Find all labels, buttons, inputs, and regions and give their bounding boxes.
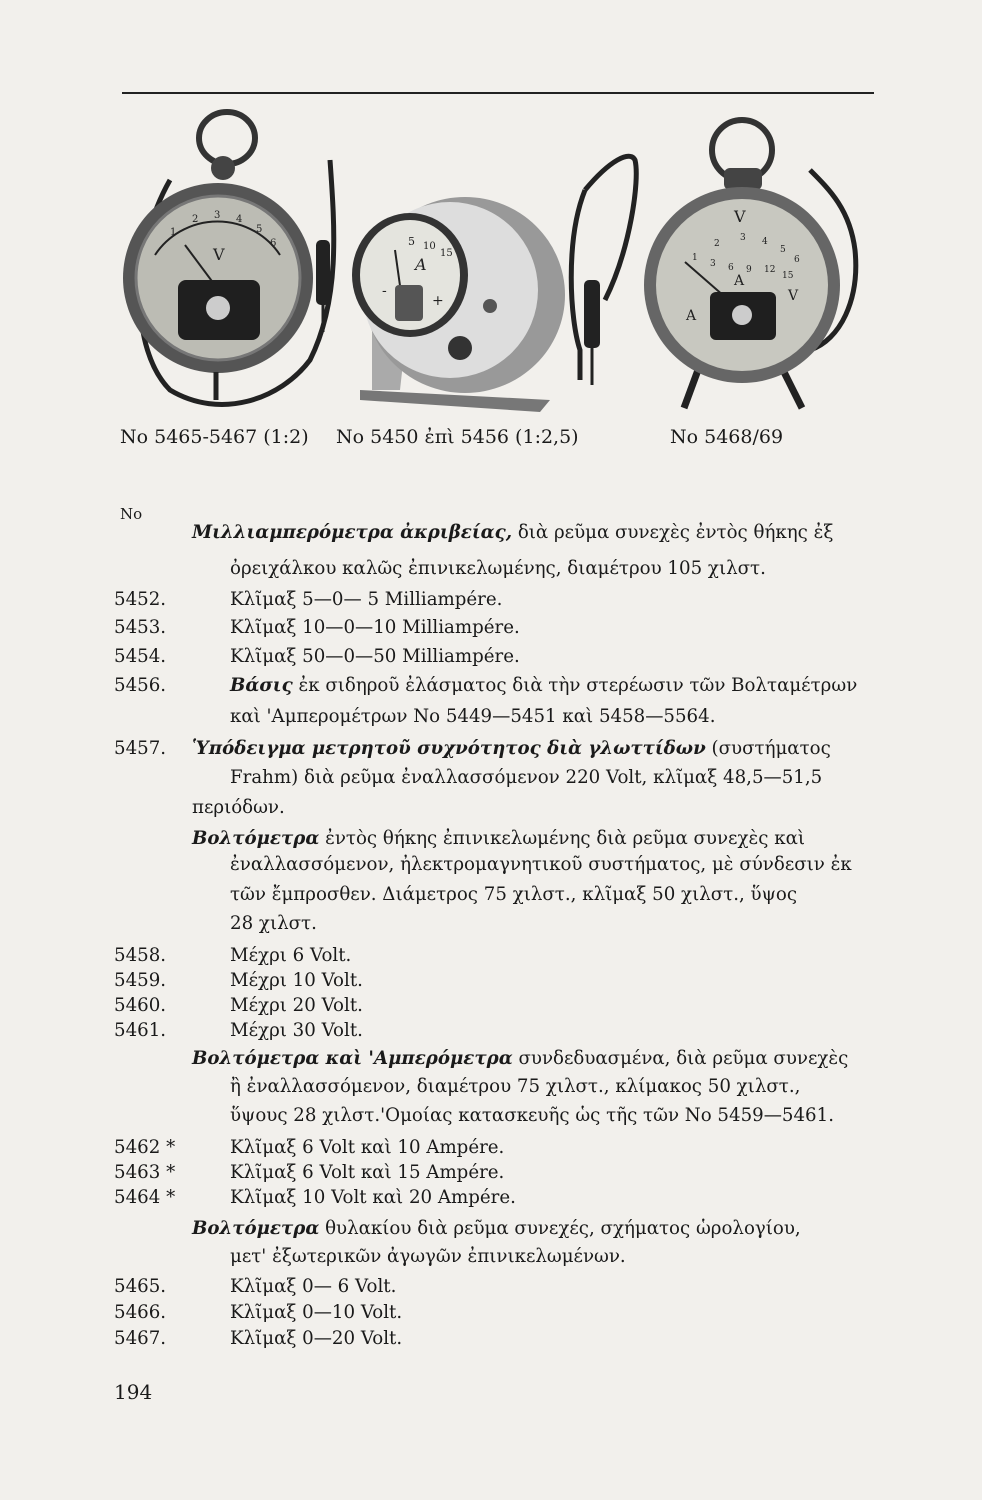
- pocket-ammeter-voltmeter-icon: [571, 120, 856, 408]
- right-lower-scale-12: 12: [764, 265, 776, 275]
- item-number: 5459.: [114, 970, 167, 991]
- right-dial-letter-v-right: V: [788, 288, 799, 304]
- right-upper-scale-5: 5: [780, 245, 786, 255]
- freq-number: 5457.: [114, 738, 167, 759]
- freq-text1: (συστήματος: [705, 738, 831, 759]
- volt-text3: τῶν ἔμπροσθεν. Διάμετρος 75 χιλστ., κλῖμαξ 50 χιλστ., ὕψος: [230, 884, 798, 905]
- item-text: Μέχρι 20 Volt.: [230, 995, 363, 1016]
- item-number: 5453.: [114, 617, 167, 638]
- item-number: 5463 *: [114, 1162, 176, 1183]
- caption-right: No 5468/69: [670, 426, 784, 448]
- right-upper-scale-3: 3: [740, 233, 746, 243]
- item-number: 5467.: [114, 1328, 167, 1349]
- pocket-text2: μετ' ἐξωτερικῶν ἀγωγῶν ἐπινικελωμένων.: [230, 1246, 626, 1267]
- volt-text4: 28 χιλστ.: [230, 913, 317, 934]
- va-heading: Βολτόμετρα καὶ 'Αμπερόμετρα: [192, 1048, 513, 1069]
- milliamp-text2: ὀρειχάλκου καλῶς ἐπινικελωμένης, διαμέτρου 105 χιλστ.: [230, 558, 766, 579]
- right-lower-scale-6: 6: [728, 263, 734, 273]
- figure-captions: [0, 426, 982, 456]
- pocket-voltmeter-icon: [123, 112, 334, 404]
- volt-text1: ἐντὸς θήκης ἐπινικελωμένης διὰ ρεῦμα συνεχὲς καὶ: [319, 828, 806, 849]
- right-lower-scale-3: 3: [710, 259, 716, 269]
- base-heading: Βάσις: [230, 675, 293, 696]
- item-text: Κλῖμαξ 0—10 Volt.: [230, 1302, 403, 1323]
- middle-scale-mark-15: 15: [440, 248, 453, 259]
- va-text3: ὕψους 28 χιλστ.'Ομοίας κατασκευῆς ὡς τῆς τῶν No 5459—5461.: [230, 1105, 834, 1126]
- right-upper-scale-2: 2: [714, 239, 720, 249]
- item-text: Μέχρι 6 Volt.: [230, 945, 352, 966]
- left-scale-mark-2: 2: [192, 214, 199, 225]
- right-lower-scale-15: 15: [782, 271, 794, 281]
- left-scale-mark-3: 3: [214, 210, 221, 221]
- item-number: 5462 *: [114, 1137, 176, 1158]
- middle-scale-mark-10: 10: [423, 241, 436, 252]
- freq-heading: Ὑπόδειγμα μετρητοῦ συχνότητος διὰ γλωττίδων: [192, 738, 706, 759]
- right-upper-scale-6: 6: [794, 255, 800, 265]
- middle-polarity-minus: -: [382, 283, 387, 299]
- item-number: 5460.: [114, 995, 167, 1016]
- item-number: 5465.: [114, 1276, 167, 1297]
- right-upper-scale-1: 1: [692, 253, 698, 263]
- left-dial-letter: V: [213, 245, 225, 264]
- right-upper-scale-4: 4: [762, 237, 768, 247]
- left-scale-mark-1: 1: [170, 227, 177, 238]
- freq-text2: Frahm) διὰ ρεῦμα ἐναλλασσόμενον 220 Volt, κλῖμαξ 48,5—51,5: [230, 767, 823, 788]
- left-scale-mark-4: 4: [236, 214, 243, 225]
- base-number: 5456.: [114, 675, 167, 696]
- item-number: 5464 *: [114, 1187, 176, 1208]
- item-text: Κλῖμαξ 0— 6 Volt.: [230, 1276, 397, 1297]
- item-number: 5452.: [114, 589, 167, 610]
- right-dial-letter-a-left: A: [686, 308, 697, 324]
- va-text2: ἢ ἐναλλασσόμενον, διαμέτρου 75 χιλστ., κλίμακος 50 χιλστ.,: [230, 1076, 801, 1097]
- middle-scale-mark-5: 5: [408, 235, 415, 248]
- milliamp-text1: διὰ ρεῦμα συνεχὲς ἐντὸς θήκης ἐξ: [512, 522, 834, 543]
- left-scale-mark-6: 6: [270, 238, 277, 249]
- item-number: 5454.: [114, 646, 167, 667]
- item-number: 5461.: [114, 1020, 167, 1041]
- freq-text3: περιόδων.: [192, 797, 285, 818]
- page-number: 194: [114, 1380, 153, 1404]
- item-text: Κλῖμαξ 6 Volt καὶ 10 Ampére.: [230, 1137, 505, 1158]
- middle-dial-letter: A: [415, 255, 427, 274]
- item-number: 5466.: [114, 1302, 167, 1323]
- volt-text2: ἐναλλασσόμενον, ἠλεκτρομαγνητικοῦ συστήματος, μὲ σύνδεσιν ἐκ: [230, 854, 852, 875]
- top-rule: [122, 92, 874, 94]
- volt-heading: Βολτόμετρα: [192, 828, 320, 849]
- meter-illustrations: [110, 100, 880, 430]
- left-scale-mark-5: 5: [256, 224, 263, 235]
- item-text: Μέχρι 30 Volt.: [230, 1020, 363, 1041]
- column-header: No: [120, 505, 143, 523]
- middle-polarity-plus: +: [432, 293, 444, 309]
- stand-ammeter-icon: [352, 197, 565, 412]
- base-text1: ἐκ σιδηροῦ ἐλάσματος διὰ τὴν στερέωσιν τῶν Βολταμέτρων: [292, 675, 858, 696]
- caption-middle: No 5450 ἐπὶ 5456 (1:2,5): [336, 426, 579, 448]
- va-text1: συνδεδυασμένα, διὰ ρεῦμα συνεχὲς: [512, 1048, 849, 1069]
- item-text: Κλῖμαξ 0—20 Volt.: [230, 1328, 403, 1349]
- caption-left: No 5465-5467 (1:2): [120, 426, 309, 448]
- item-text: Κλῖμαξ 10—0—10 Milliampére.: [230, 617, 520, 638]
- item-number: 5458.: [114, 945, 167, 966]
- item-text: Κλῖμαξ 6 Volt καὶ 15 Ampére.: [230, 1162, 505, 1183]
- milliamp-heading: Μιλλιαμπερόμετρα ἀκριβείας,: [192, 522, 513, 543]
- item-text: Κλῖμαξ 10 Volt καὶ 20 Ampére.: [230, 1187, 516, 1208]
- right-dial-letter-a-mid: A: [734, 273, 745, 289]
- pocket-text1: θυλακίου διὰ ρεῦμα συνεχές, σχήματος ὡρολογίου,: [319, 1218, 801, 1239]
- right-dial-letter-v-top: V: [734, 207, 746, 226]
- item-text: Κλῖμαξ 5—0— 5 Milliampére.: [230, 589, 503, 610]
- right-lower-scale-9: 9: [746, 265, 752, 275]
- item-text: Κλῖμαξ 50—0—50 Milliampére.: [230, 646, 520, 667]
- base-text2: καὶ 'Αμπερομέτρων No 5449—5451 καὶ 5458—5564.: [230, 706, 716, 727]
- pocket-heading: Βολτόμετρα: [192, 1218, 320, 1239]
- item-text: Μέχρι 10 Volt.: [230, 970, 363, 991]
